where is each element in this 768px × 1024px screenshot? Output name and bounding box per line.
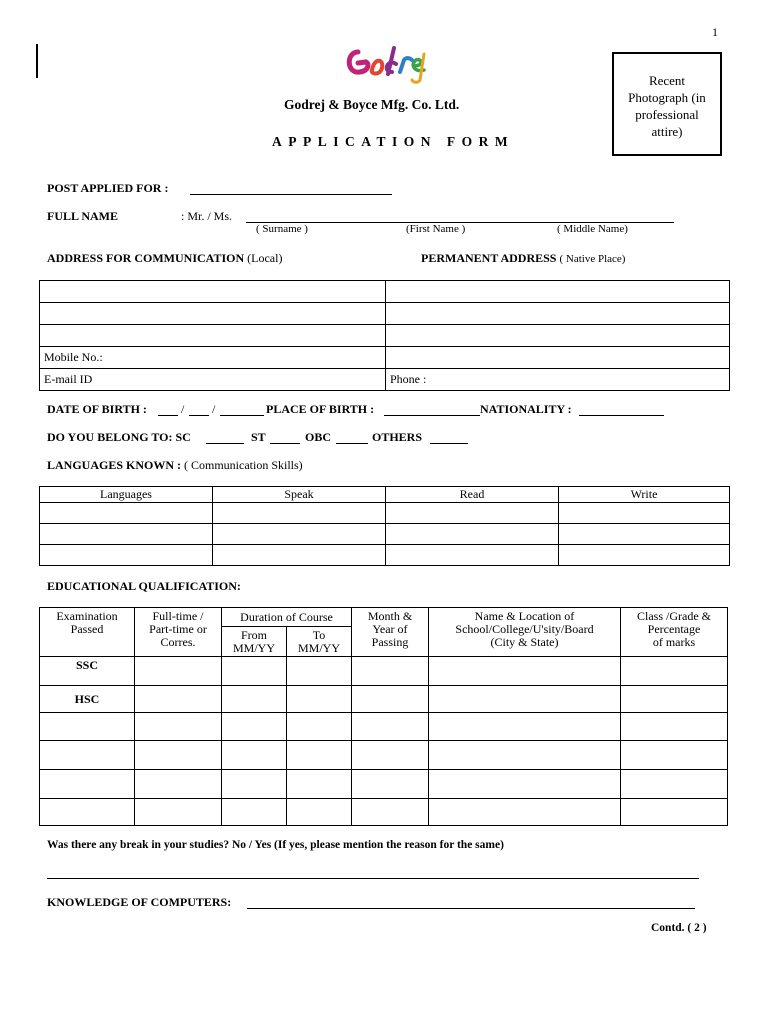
to-header xyxy=(287,627,352,657)
header-line: Examination xyxy=(56,609,118,623)
local-address-line[interactable] xyxy=(40,325,386,347)
obc-field[interactable] xyxy=(336,443,368,444)
read-cell[interactable] xyxy=(386,545,559,566)
surname-caption: ( Surname ) xyxy=(256,223,308,235)
header-line: School/College/U'sity/Board xyxy=(455,622,594,636)
exam-cell: SSC xyxy=(40,657,135,686)
to-cell[interactable] xyxy=(287,686,352,713)
language-cell[interactable] xyxy=(40,503,213,524)
continued-note: Contd. ( 2 ) xyxy=(651,922,707,934)
passing-cell[interactable] xyxy=(352,770,429,799)
first-name-caption: (First Name ) xyxy=(406,223,466,235)
mode-cell[interactable] xyxy=(135,770,222,799)
header-line: Passing xyxy=(371,635,409,649)
permanent-address-label: PERMANENT ADDRESS xyxy=(421,251,557,265)
st-field[interactable] xyxy=(270,443,300,444)
address-table xyxy=(39,280,730,391)
school-cell[interactable] xyxy=(429,799,621,826)
nationality-label: NATIONALITY : xyxy=(480,402,572,416)
speak-cell[interactable] xyxy=(213,503,386,524)
passing-header xyxy=(352,608,429,657)
class-cell[interactable] xyxy=(621,770,728,799)
from-cell[interactable] xyxy=(222,799,287,826)
mode-cell[interactable] xyxy=(135,713,222,741)
to-cell[interactable] xyxy=(287,741,352,770)
from-cell[interactable] xyxy=(222,657,287,686)
passing-cell[interactable] xyxy=(352,799,429,826)
column-header: Write xyxy=(559,487,730,503)
pob-label: PLACE OF BIRTH : xyxy=(266,402,375,416)
speak-cell[interactable] xyxy=(213,524,386,545)
from-cell[interactable] xyxy=(222,686,287,713)
computers-field[interactable] xyxy=(247,908,695,909)
exam-header xyxy=(40,608,135,657)
exam-cell: HSC xyxy=(40,686,135,713)
local-address-line[interactable] xyxy=(40,303,386,325)
local-address-label: ADDRESS FOR COMMUNICATION xyxy=(47,251,245,265)
phone-cell[interactable]: Phone : xyxy=(386,369,730,391)
dob-day-field[interactable] xyxy=(158,415,178,416)
study-break-field[interactable] xyxy=(47,878,699,879)
read-cell[interactable] xyxy=(386,524,559,545)
photo-box-line: Recent xyxy=(648,73,686,88)
school-cell[interactable] xyxy=(429,741,621,770)
passing-cell[interactable] xyxy=(352,741,429,770)
header-line: Percentage xyxy=(647,622,701,636)
table-row xyxy=(40,657,728,686)
mode-cell[interactable] xyxy=(135,657,222,686)
mobile-cell[interactable]: Mobile No.: xyxy=(40,347,386,369)
table-header-row xyxy=(40,608,728,627)
photo-box-line: Photograph (in xyxy=(628,90,706,105)
write-cell[interactable] xyxy=(559,503,730,524)
mode-cell[interactable] xyxy=(135,741,222,770)
school-cell[interactable] xyxy=(429,686,621,713)
table-row xyxy=(40,347,730,369)
class-header xyxy=(621,608,728,657)
table-row xyxy=(40,524,730,545)
from-cell[interactable] xyxy=(222,770,287,799)
school-header xyxy=(429,608,621,657)
from-cell[interactable] xyxy=(222,713,287,741)
header-line: Year of xyxy=(372,622,408,636)
margin-bar xyxy=(36,44,38,78)
education-heading: EDUCATIONAL QUALIFICATION: xyxy=(47,579,241,593)
header-line: MM/YY xyxy=(232,640,275,655)
header-line: From xyxy=(240,627,267,642)
permanent-address-line[interactable] xyxy=(386,325,730,347)
computers-label: KNOWLEDGE OF COMPUTERS: xyxy=(47,895,232,909)
speak-cell[interactable] xyxy=(213,545,386,566)
table-row xyxy=(40,325,730,347)
header-line: Name & Location of xyxy=(474,609,575,623)
duration-header: Duration of Course xyxy=(222,608,352,627)
languages-heading xyxy=(47,458,303,473)
column-header: Read xyxy=(386,487,559,503)
passing-cell[interactable] xyxy=(352,713,429,741)
pob-field[interactable] xyxy=(384,415,480,416)
post-applied-field[interactable] xyxy=(190,194,392,195)
header-line: Class /Grade & xyxy=(637,609,711,623)
table-row xyxy=(40,369,730,391)
others-field[interactable] xyxy=(430,443,468,444)
page-number: 1 xyxy=(712,25,718,39)
table-row xyxy=(40,713,728,741)
permanent-address-line[interactable] xyxy=(386,347,730,369)
write-cell[interactable] xyxy=(559,524,730,545)
dob-year-field[interactable] xyxy=(220,415,264,416)
salutation-label: : Mr. / Ms. xyxy=(181,209,233,223)
others-label: OTHERS xyxy=(372,430,423,444)
st-label: ST xyxy=(251,430,266,444)
table-row xyxy=(40,741,728,770)
write-cell[interactable] xyxy=(559,545,730,566)
dob-separator: / xyxy=(212,402,216,416)
school-cell[interactable] xyxy=(429,713,621,741)
languages-label: LANGUAGES KNOWN : xyxy=(47,458,182,472)
local-address-heading xyxy=(47,251,282,266)
permanent-address-line[interactable] xyxy=(386,281,730,303)
permanent-address-heading xyxy=(421,251,625,266)
read-cell[interactable] xyxy=(386,503,559,524)
school-cell[interactable] xyxy=(429,770,621,799)
header-line: Passed xyxy=(70,622,104,636)
mode-cell[interactable] xyxy=(135,799,222,826)
table-header-row xyxy=(40,487,730,503)
class-cell[interactable] xyxy=(621,799,728,826)
to-cell[interactable] xyxy=(287,713,352,741)
column-header: Languages xyxy=(40,487,213,503)
header-line: Month & xyxy=(367,609,413,623)
photo-box xyxy=(612,52,722,156)
exam-cell[interactable] xyxy=(40,799,135,826)
header-line: Part-time or xyxy=(149,622,207,636)
language-cell[interactable] xyxy=(40,524,213,545)
table-row xyxy=(40,303,730,325)
study-break-question: Was there any break in your studies? No / Yes (If yes, please mention the reason for the same) xyxy=(47,839,504,851)
email-cell[interactable]: E-mail ID xyxy=(40,369,386,391)
local-address-line[interactable] xyxy=(40,281,386,303)
nationality-field[interactable] xyxy=(579,415,664,416)
photo-box-line: professional xyxy=(635,107,699,122)
sc-field[interactable] xyxy=(206,443,244,444)
table-row xyxy=(40,503,730,524)
header-line: MM/YY xyxy=(297,640,340,655)
languages-note: ( Communication Skills) xyxy=(184,458,303,472)
permanent-address-line[interactable] xyxy=(386,303,730,325)
form-title: APPLICATION FORM xyxy=(272,134,515,149)
table-row xyxy=(40,281,730,303)
passing-cell[interactable] xyxy=(352,686,429,713)
class-cell[interactable] xyxy=(621,713,728,741)
to-cell[interactable] xyxy=(287,657,352,686)
table-row xyxy=(40,799,728,826)
class-cell[interactable] xyxy=(621,686,728,713)
godrej-logo xyxy=(344,42,428,84)
table-row xyxy=(40,686,728,713)
company-name: Godrej & Boyce Mfg. Co. Ltd. xyxy=(284,97,460,112)
exam-cell[interactable] xyxy=(40,713,135,741)
middle-name-caption: ( Middle Name) xyxy=(557,223,628,235)
from-header xyxy=(222,627,287,657)
table-row xyxy=(40,770,728,799)
header-line: of marks xyxy=(652,635,696,649)
exam-cell[interactable] xyxy=(40,741,135,770)
from-cell[interactable] xyxy=(222,741,287,770)
mode-cell[interactable] xyxy=(135,686,222,713)
permanent-address-note: ( Native Place) xyxy=(559,253,626,265)
header-line: (City & State) xyxy=(490,635,559,649)
full-name-label: FULL NAME xyxy=(47,209,119,223)
column-header: Speak xyxy=(213,487,386,503)
education-table xyxy=(39,607,728,826)
photo-box-line: attire) xyxy=(651,124,683,139)
language-cell[interactable] xyxy=(40,545,213,566)
school-cell[interactable] xyxy=(429,657,621,686)
header-line: Full-time / xyxy=(152,609,204,623)
category-label: DO YOU BELONG TO: SC xyxy=(47,430,191,444)
class-cell[interactable] xyxy=(621,657,728,686)
local-address-note: (Local) xyxy=(247,251,283,265)
to-cell[interactable] xyxy=(287,799,352,826)
dob-label: DATE OF BIRTH : xyxy=(47,402,147,416)
exam-cell[interactable] xyxy=(40,770,135,799)
header-line: Corres. xyxy=(160,635,196,649)
post-applied-label: POST APPLIED FOR : xyxy=(47,181,169,195)
dob-separator: / xyxy=(181,402,185,416)
mode-header xyxy=(135,608,222,657)
header-line: To xyxy=(312,627,326,642)
languages-table xyxy=(39,486,730,566)
passing-cell[interactable] xyxy=(352,657,429,686)
table-row xyxy=(40,545,730,566)
class-cell[interactable] xyxy=(621,741,728,770)
dob-month-field[interactable] xyxy=(189,415,209,416)
to-cell[interactable] xyxy=(287,770,352,799)
obc-label: OBC xyxy=(305,430,332,444)
